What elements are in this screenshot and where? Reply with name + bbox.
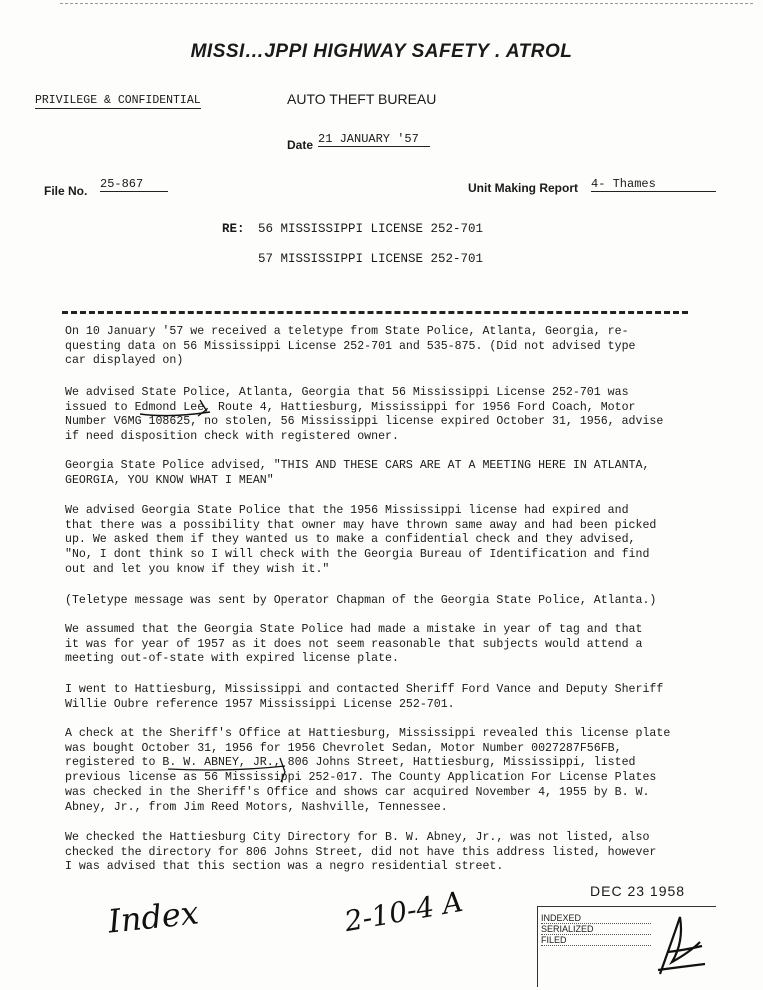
date-value: 21 JANUARY '57 bbox=[318, 132, 430, 147]
paragraph-4: We advised Georgia State Police that the 1956 Mississippi license had expired and that there was a possibility that owner may have thrown same away and had been picked up. We asked them if they wanted us to make a confidential check and they advised, "No, I dont think so I will check with the Georgia Bureau of Identification and find out and let you know if they wish it." bbox=[65, 504, 657, 576]
file-number-value: 25-867 bbox=[100, 177, 168, 192]
re-label: RE: bbox=[222, 222, 245, 236]
paragraph-8: A check at the Sheriff's Office at Hattiesburg, Mississippi revealed this license plate was bought October 31, 1956 for 1956 Chevrolet Sedan, Motor Number 0027287F56FB, registered to B. W. ABNEY, JR., 806 Johns Street, Hattiesburg, Mississippi, listed previous license as 56 Mississippi 252-017. The County Application For License Plates was checked in the Sheriff's Office and shows car acquired November 4, 1955 by B. W. Abney, Jr., from Jim Reed Motors, Nashville, Tennessee. bbox=[65, 727, 671, 814]
paragraph-7: I went to Hattiesburg, Mississippi and contacted Sheriff Ford Vance and Deputy Sheriff Willie Oubre reference 1957 Mississippi License 252-701. bbox=[65, 683, 664, 711]
paragraph-1: On 10 January '57 we received a teletype from State Police, Atlanta, Georgia, re- questing data on 56 Mississippi License 252-701 and 535-875. (Did not advised type car displayed on) bbox=[65, 325, 636, 368]
file-number-label: File No. bbox=[44, 184, 88, 198]
paragraph-5: (Teletype message was sent by Operator Chapman of the Georgia State Police, Atlanta.) bbox=[65, 594, 657, 607]
stamp-indexed: INDEXED bbox=[541, 913, 651, 924]
paragraph-3: Georgia State Police advised, "THIS AND THESE CARS ARE AT A MEETING HERE IN ATLANTA, GEORGIA, YOU KNOW WHAT I MEAN" bbox=[65, 459, 650, 487]
stamp-filed: FILED bbox=[541, 935, 651, 946]
unit-label: Unit Making Report bbox=[468, 181, 578, 195]
initials-signature bbox=[650, 912, 710, 982]
privilege-label: PRIVILEGE & CONFIDENTIAL bbox=[35, 94, 201, 107]
bureau-name: AUTO THEFT BUREAU bbox=[287, 91, 437, 107]
unit-value: 4- Thames bbox=[591, 177, 716, 192]
date-label: Date bbox=[287, 138, 314, 152]
handwritten-file-number: 2-10-4 A bbox=[342, 884, 466, 939]
paragraph-2: We advised State Police, Atlanta, Georgia that 56 Mississippi License 252-701 was issued to Edmond Lee, Route 4, Hattiesburg, Mississippi for 1956 Ford Coach, Motor Number V6MG 108625, no stolen, 56 Mississippi license expired October 31, 1956, advise if need disposition check with registered owner. bbox=[65, 386, 664, 444]
handwritten-index-note: Index bbox=[106, 893, 201, 941]
received-stamp-date: DEC 23 1958 bbox=[590, 883, 686, 899]
re-line-2: 57 MISSISSIPPI LICENSE 252-701 bbox=[258, 252, 484, 266]
agency-title: MISSI…JPPI HIGHWAY SAFETY . ATROL bbox=[190, 41, 573, 62]
re-line-1: 56 MISSISSIPPI LICENSE 252-701 bbox=[258, 222, 484, 236]
paragraph-6: We assumed that the Georgia State Police had made a mistake in year of tag and that it was for year of 1957 as it does not seem reasonable that subjects would attend a meeting out-of-state with expired license plate. bbox=[65, 623, 643, 666]
paragraph-9: We checked the Hattiesburg City Directory for B. W. Abney, Jr., was not listed, also checked the directory for 806 Johns Street, did not have this address listed, however I was advised that this section was a negro residential street. bbox=[65, 831, 657, 874]
stamp-serialized: SERIALIZED bbox=[541, 924, 651, 935]
